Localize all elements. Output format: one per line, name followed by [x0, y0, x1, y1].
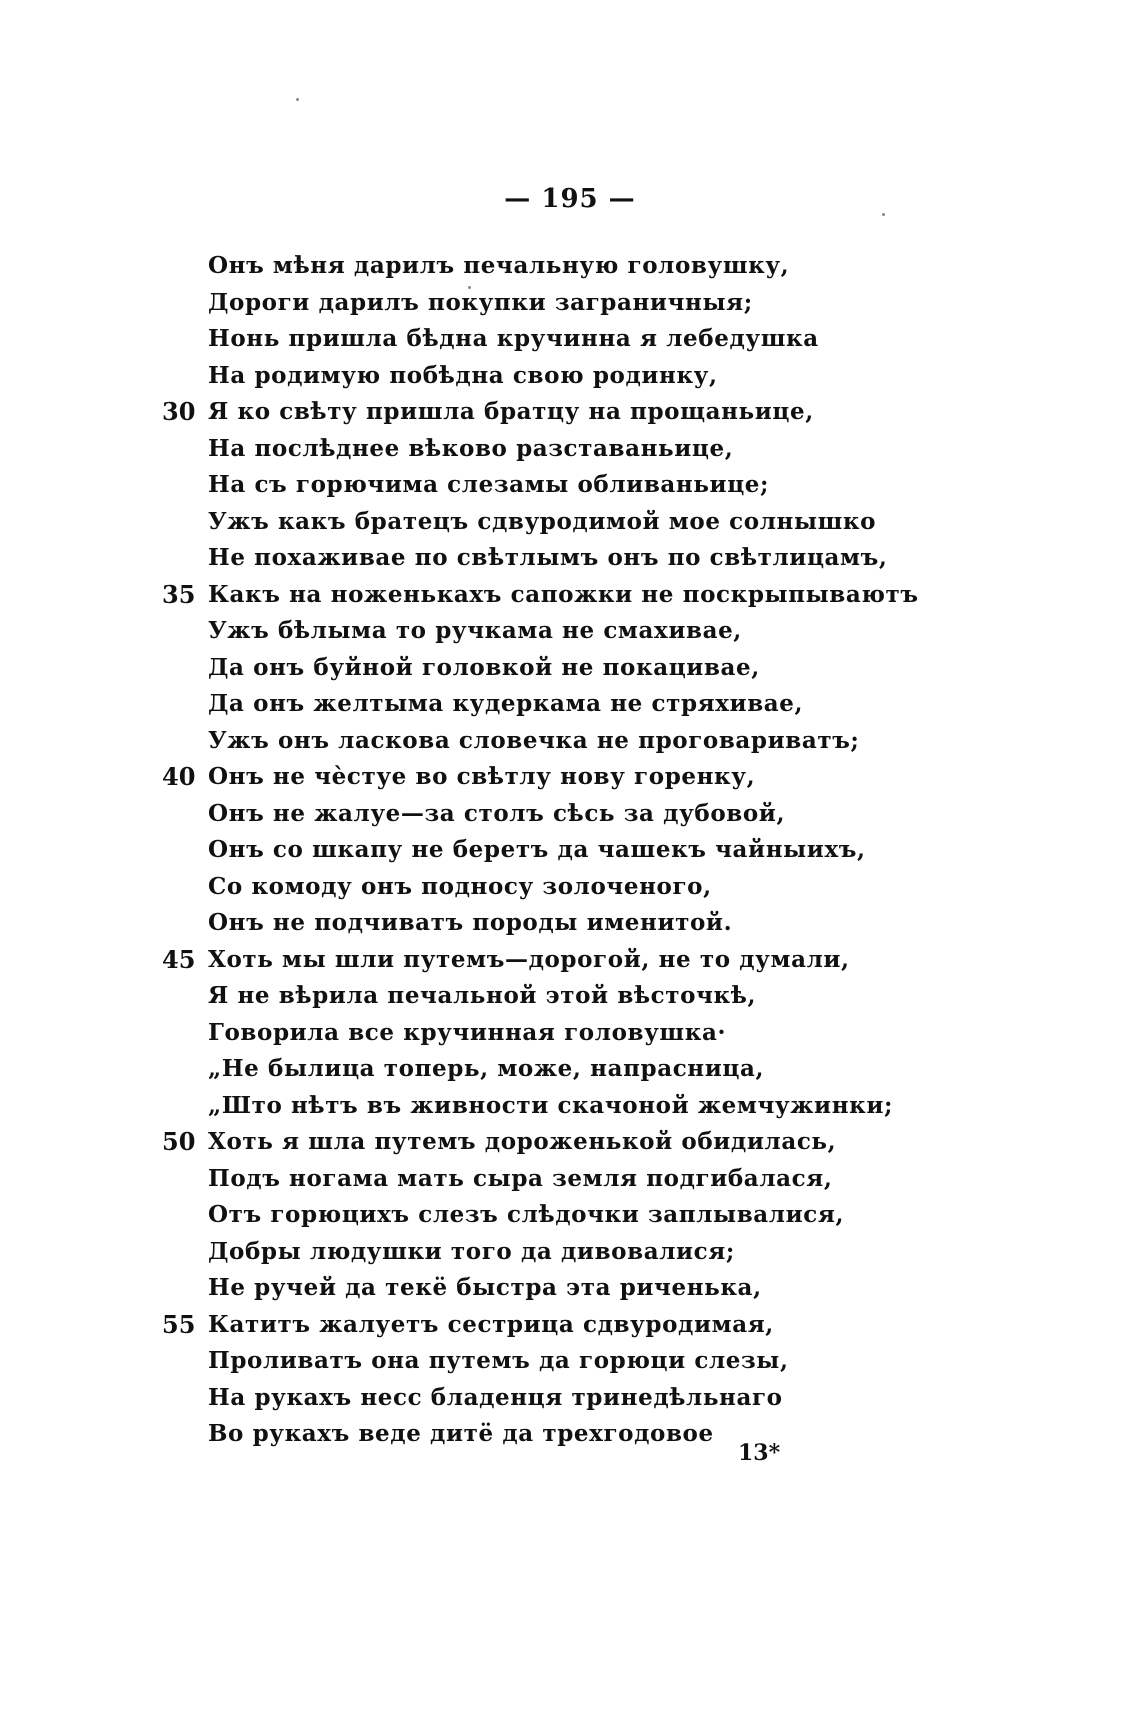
line-number: 35	[162, 579, 196, 609]
poem-line	[0, 650, 1140, 687]
line-text: Я не вѣрила печальной этой вѣсточкѣ,	[208, 982, 757, 1009]
line-number: 55	[162, 1309, 196, 1339]
poem-line	[0, 1416, 1140, 1453]
line-text: На съ горючима слезамы обливаньице;	[208, 471, 770, 498]
poem-line	[0, 869, 1140, 906]
line-text: Со комоду онъ подносу золоченого,	[208, 872, 712, 900]
print-speck	[296, 98, 299, 101]
print-speck	[468, 286, 471, 289]
line-text: Добры людушки того да дивовалися;	[208, 1237, 735, 1265]
line-text: Онъ не подчиватъ породы именитой.	[208, 909, 733, 936]
poem-line	[0, 540, 1140, 577]
line-number: 30	[162, 397, 196, 426]
poem-line	[0, 796, 1140, 833]
poem-line	[0, 1197, 1140, 1234]
poem-line	[0, 723, 1140, 760]
poem-line	[0, 1270, 1140, 1307]
poem-line	[0, 1124, 1140, 1161]
line-text: На рукахъ несс бладенця тринедѣльнаго	[208, 1383, 783, 1411]
poem-line	[0, 759, 1140, 796]
poem-line	[0, 394, 1140, 431]
poem-line	[0, 978, 1140, 1015]
poem-line	[0, 1015, 1140, 1052]
line-text: Ужъ бѣлыма то ручкама не смахивае,	[208, 617, 742, 644]
poem-line	[0, 686, 1140, 723]
line-text: На родимую побѣдна свою родинку,	[208, 361, 718, 389]
line-text: Не ручей да текё быстра эта риченька,	[208, 1274, 762, 1301]
line-number: 50	[162, 1127, 196, 1156]
poem-line	[0, 504, 1140, 541]
line-text: Катитъ жалуетъ сестрица сдвуродимая,	[208, 1310, 774, 1338]
line-number: 45	[162, 944, 196, 974]
line-text: Ужъ онъ ласкова словечка не проговариватъ;	[208, 726, 860, 754]
line-text: Говорила все кручинная головушка·	[208, 1018, 727, 1046]
poem-line	[0, 1343, 1140, 1380]
poem-line	[0, 942, 1140, 979]
line-text: Во рукахъ веде дитё да трехгодовое	[208, 1420, 714, 1447]
poem-line	[0, 431, 1140, 468]
poem-line	[0, 905, 1140, 942]
poem-line	[0, 613, 1140, 650]
poem-line	[0, 358, 1140, 395]
line-text: Онъ не чѐстуе во свѣтлу нову горенку,	[208, 763, 756, 790]
poem-line	[0, 1234, 1140, 1271]
poem-line	[0, 1051, 1140, 1088]
line-text: Хоть мы шли путемъ—дорогой, не то думали,	[208, 945, 850, 973]
signature-mark: 13*	[738, 1440, 781, 1466]
poem-line	[0, 1307, 1140, 1344]
line-text: Дороги дарилъ покупки заграничныя;	[208, 288, 753, 316]
line-text: Я ко свѣту пришла братцу на прощаньице,	[208, 398, 814, 425]
line-text: Какъ на ноженькахъ сапожки не поскрыпываютъ	[208, 580, 919, 608]
line-text: Онъ со шкапу не беретъ да чашекъ чайныихъ,	[208, 836, 866, 863]
poem-line	[0, 1380, 1140, 1417]
line-text: Отъ горюцихъ слезъ слѣдочки заплывалися,	[208, 1201, 845, 1228]
line-text: Онъ мѣня дарилъ печальную головушку,	[208, 252, 790, 279]
page-number: — 195 —	[504, 184, 636, 214]
poem-line	[0, 832, 1140, 869]
poem-line	[0, 577, 1140, 614]
line-text: Онъ не жалуе—за столъ сѣсь за дубовой,	[208, 799, 786, 827]
line-text: Хоть я шла путемъ дороженькой обидилась,	[208, 1128, 837, 1155]
poem-line	[0, 467, 1140, 504]
poem-line	[0, 248, 1140, 285]
poem-line	[0, 285, 1140, 322]
line-text: Ужъ какъ братецъ сдвуродимой мое солнышко	[208, 507, 877, 535]
line-text: На послѣднее вѣково разставаньице,	[208, 434, 734, 462]
line-text: Проливатъ она путемъ да горюци слезы,	[208, 1347, 789, 1374]
line-number: 40	[162, 762, 196, 791]
poem-text	[0, 248, 1140, 1453]
print-speck	[882, 213, 885, 216]
line-text: Не похаживае по свѣтлымъ онъ по свѣтлицамъ,	[208, 544, 888, 571]
line-text: Нонь пришла бѣдна кручинна я лебедушка	[208, 325, 819, 352]
line-text: „Што нѣтъ въ живности скачоной жемчужинки;	[208, 1091, 894, 1119]
poem-line	[0, 321, 1140, 358]
poem-line	[0, 1088, 1140, 1125]
poem-line	[0, 1161, 1140, 1198]
line-text: Подъ ногама мать сыра земля подгибалася,	[208, 1164, 833, 1192]
line-text: „Не былица топерь, може, напрасница,	[208, 1055, 765, 1082]
line-text: Да онъ буйной головкой не покацивае,	[208, 653, 760, 681]
line-text: Да онъ желтыма кудеркама не стряхивае,	[208, 690, 804, 717]
